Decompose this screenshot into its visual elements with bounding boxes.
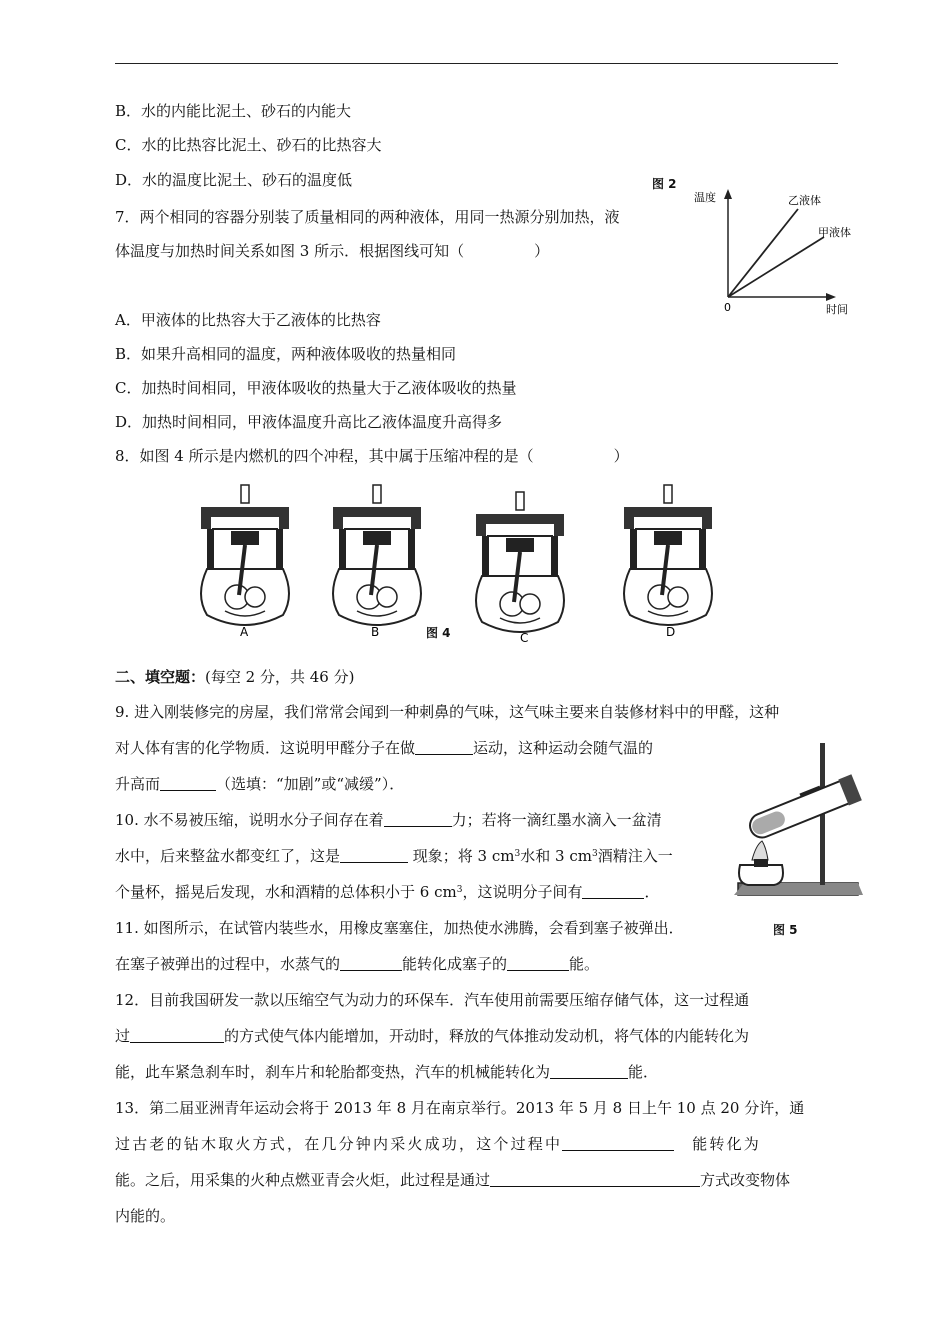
engine-label-d: D — [666, 625, 676, 639]
q13-line1: 13．第二届亚洲青年运动会将于 2013 年 8 月在南京举行。2013 年 5 月 8 日上午 10 点 20 分许，通 — [115, 1099, 805, 1117]
q10-line2: 水中，后来整盆水都变红了，这是 现象；将 3 $cm^3$水和 3 $cm^3$酒精注入一 — [115, 847, 673, 865]
q7-stem-line2: 体温度与加热时间关系如图 3 所示．根据图线可知（ ） — [115, 242, 550, 260]
engine-c — [476, 492, 564, 632]
fig2-series-b-label: 乙液体 — [788, 194, 821, 207]
fig2-origin: 0 — [724, 301, 731, 314]
q12-line2: 过 的方式使气体内能增加，开动时，释放的气体推动发动机，将气体的内能转化为 — [115, 1027, 750, 1045]
q11-line1: 11. 如图所示，在试管内装些水，用橡皮塞塞住，加热使水沸腾，会看到塞子被弹出． — [115, 919, 684, 937]
q9-line2: 对人体有害的化学物质．这说明甲醛分子在做 运动，这种运动会随气温的 — [115, 739, 654, 757]
fig2-y-label: 温度 — [694, 191, 716, 204]
fig5-apparatus — [708, 735, 868, 915]
section2-heading: 二、填空题：(每空 2 分，共 46 分) — [115, 668, 355, 686]
fig2-graph — [690, 185, 870, 320]
q13-line2: 过古老的钻木取火方式，在几分钟内采火成功，这个过程中 能转化为 — [115, 1135, 762, 1153]
q12-line3: 能，此车紧急刹车时，刹车片和轮胎都变热，汽车的机械能转化为 能． — [115, 1063, 659, 1081]
q12-line1: 12．目前我国研发一款以压缩空气为动力的环保车．汽车使用前需要压缩存储气体，这一过程通 — [115, 991, 750, 1009]
fig4-caption: 图 4 — [426, 626, 451, 640]
q10-blank2 — [340, 847, 408, 863]
fig2-line-a — [728, 237, 824, 297]
q7-option-d: D．加热时间相同，甲液体温度升高比乙液体温度升高得多 — [115, 413, 503, 431]
q9-blank2 — [160, 775, 216, 791]
q13-line4: 内能的。 — [115, 1207, 176, 1225]
q11-blank1 — [340, 955, 402, 971]
q11-line2: 在塞子被弹出的过程中，水蒸气的 能转化成塞子的 能。 — [115, 955, 600, 973]
fig2-x-label: 时间 — [826, 303, 848, 316]
q10-line3: 个量杯，摇晃后发现，水和酒精的总体积小于 6 $cm^3$，这说明分子间有 ． — [115, 883, 660, 901]
engine-label-a: A — [240, 625, 249, 639]
q12-blank1 — [130, 1027, 224, 1043]
header-rule — [115, 63, 838, 64]
q7-option-c: C．加热时间相同，甲液体吸收的热量大于乙液体吸收的热量 — [115, 379, 517, 397]
q13-blank2 — [490, 1171, 700, 1187]
q9-blank1 — [415, 739, 473, 755]
q8-stem: 8．如图 4 所示是内燃机的四个冲程，其中属于压缩冲程的是（ ） — [115, 447, 629, 465]
engine-a — [201, 485, 289, 625]
fig4-engine-diagrams — [190, 480, 750, 650]
q7-option-b: B．如果升高相同的温度，两种液体吸收的热量相同 — [115, 345, 457, 363]
engine-d — [624, 485, 712, 625]
fig5-caption: 图 5 — [773, 923, 798, 937]
q6-option-d: D．水的温度比泥土、砂石的温度低 — [115, 171, 353, 189]
q13-blank1 — [562, 1135, 674, 1151]
engine-label-b: B — [371, 625, 380, 639]
q10-blank3 — [582, 883, 644, 899]
q10-line1: 10. 水不易被压缩，说明水分子间存在着 力；若将一滴红墨水滴入一盆清 — [115, 811, 662, 829]
engine-label-c: C — [520, 631, 529, 645]
q9-line1: 9. 进入刚装修完的房屋，我们常常会闻到一种刺鼻的气味，这气味主要来自装修材料中的甲醛，这种 — [115, 703, 780, 721]
fig2-series-a-label: 甲液体 — [818, 226, 851, 239]
fig2-caption: 图 2 — [652, 177, 677, 191]
q6-option-b: B．水的内能比泥土、砂石的内能大 — [115, 102, 352, 120]
engine-b — [333, 485, 421, 625]
q12-blank2 — [550, 1063, 628, 1079]
q10-blank1 — [384, 811, 452, 827]
q13-line3: 能。之后，用采集的火种点燃亚青会火炬，此过程是通过 方式改变物体 — [115, 1171, 791, 1189]
q6-option-c: C．水的比热容比泥土、砂石的比热容大 — [115, 136, 382, 154]
q9-line3: 升高而 （选填：“加剧”或“减缓”）． — [115, 775, 405, 793]
q11-blank2 — [507, 955, 569, 971]
q7-option-a: A．甲液体的比热容大于乙液体的比热容 — [115, 311, 381, 329]
q7-stem-line1: 7．两个相同的容器分别装了质量相同的两种液体，用同一热源分别加热，液 — [115, 208, 620, 226]
fig2-line-b — [728, 209, 798, 297]
